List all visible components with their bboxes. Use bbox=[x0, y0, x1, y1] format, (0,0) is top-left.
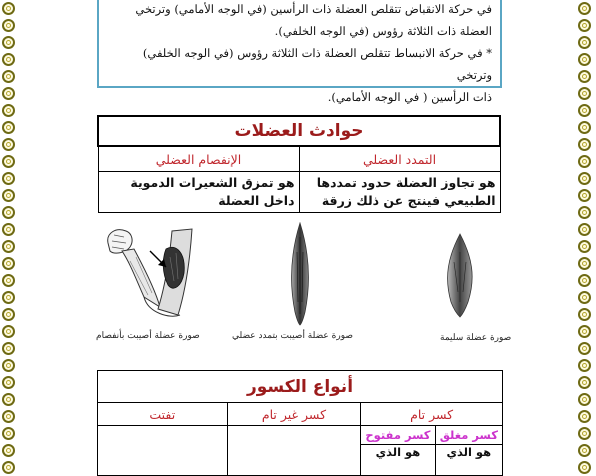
ring-ornament bbox=[2, 461, 15, 474]
closed-fracture-text: هو الذي bbox=[435, 445, 502, 476]
ring-ornament bbox=[2, 2, 15, 15]
header-crumble: تفتت bbox=[98, 403, 228, 426]
ring-ornament bbox=[578, 172, 591, 185]
ring-ornament bbox=[578, 376, 591, 389]
ring-ornament bbox=[2, 308, 15, 321]
info-line-3: * في حركة الانبساط تتقلص العضلة ذات الثلاثة رؤوس (في الوجه الخلفي) وترتخي bbox=[142, 46, 492, 82]
ring-ornament bbox=[578, 223, 591, 236]
ring-ornament bbox=[2, 19, 15, 32]
info-box bbox=[97, 0, 502, 104]
ring-ornament bbox=[578, 427, 591, 440]
ring-ornament bbox=[2, 36, 15, 49]
ring-ornament bbox=[2, 444, 15, 457]
open-fracture-text: هو الذي bbox=[361, 445, 435, 476]
ring-ornament bbox=[578, 104, 591, 117]
ring-ornament bbox=[2, 53, 15, 66]
ring-ornament bbox=[2, 393, 15, 406]
torn-muscle-arm-image bbox=[100, 223, 212, 323]
ring-ornament bbox=[2, 104, 15, 117]
ring-ornament bbox=[578, 461, 591, 474]
tear-definition: هو تمزق الشعيرات الدموية داخل العضلة bbox=[98, 172, 299, 213]
sub-closed-fracture: كسر مغلق bbox=[435, 426, 502, 445]
ring-ornament bbox=[2, 240, 15, 253]
header-complete-fracture: كسر تام bbox=[361, 403, 503, 426]
ring-ornament bbox=[578, 342, 591, 355]
info-line-4: ذات الرأسين ( في الوجه الأمامي). bbox=[327, 90, 492, 104]
ring-ornament bbox=[578, 291, 591, 304]
ring-ornament bbox=[578, 206, 591, 219]
ring-ornament bbox=[2, 291, 15, 304]
muscle-accidents-table bbox=[97, 115, 501, 213]
fractures-table-title: أنواع الكسور bbox=[98, 371, 503, 403]
info-line-1: في حركة الانقباض تتقلص العضلة ذات الرأسين (في الوجه الأمامي) وترتخي bbox=[135, 2, 492, 16]
ring-ornament bbox=[578, 70, 591, 83]
ring-ornament bbox=[578, 444, 591, 457]
torn-muscle-caption: صورة عضلة أصيبت بأنفصام bbox=[96, 331, 200, 341]
header-tear: الإنفصام العضلي bbox=[98, 146, 299, 172]
ring-ornament bbox=[578, 189, 591, 202]
ring-ornament bbox=[2, 325, 15, 338]
header-incomplete-fracture: كسر غير تام bbox=[227, 403, 361, 426]
healthy-muscle-caption: صورة عضلة سليمة bbox=[440, 333, 512, 343]
ring-ornament bbox=[578, 359, 591, 372]
ring-ornament bbox=[578, 410, 591, 423]
ring-ornament bbox=[2, 274, 15, 287]
ring-ornament bbox=[2, 70, 15, 83]
fracture-types-table bbox=[97, 370, 503, 476]
ring-ornament bbox=[2, 427, 15, 440]
ring-ornament bbox=[578, 308, 591, 321]
left-ring-border bbox=[0, 0, 20, 470]
ring-ornament bbox=[2, 87, 15, 100]
ring-ornament bbox=[578, 2, 591, 15]
sub-open-fracture: كسر مفتوح bbox=[361, 426, 435, 445]
stretch-definition: هو تجاوز العضلة حدود تمددها الطبيعي فينتج عن ذلك زرقة bbox=[299, 172, 500, 213]
ring-ornament bbox=[578, 19, 591, 32]
ring-ornament bbox=[2, 376, 15, 389]
stretched-muscle-image bbox=[285, 222, 315, 326]
healthy-muscle-image bbox=[438, 232, 482, 318]
ring-ornament bbox=[2, 257, 15, 270]
ring-ornament bbox=[2, 206, 15, 219]
ring-ornament bbox=[2, 189, 15, 202]
ring-ornament bbox=[2, 223, 15, 236]
accidents-table-title: حوادث العضلات bbox=[98, 116, 500, 146]
header-stretch: التمدد العضلي bbox=[299, 146, 500, 172]
stretched-muscle-caption: صورة عضلة أصيبت بتمدد عضلي bbox=[232, 331, 353, 341]
ring-ornament bbox=[578, 274, 591, 287]
ring-ornament bbox=[2, 155, 15, 168]
ring-ornament bbox=[578, 257, 591, 270]
ring-ornament bbox=[578, 138, 591, 151]
crumble-cell bbox=[98, 426, 228, 476]
ring-ornament bbox=[578, 155, 591, 168]
ring-ornament bbox=[578, 53, 591, 66]
ring-ornament bbox=[578, 36, 591, 49]
ring-ornament bbox=[578, 87, 591, 100]
right-ring-border bbox=[576, 0, 596, 470]
info-line-2: العضلة ذات الثلاثة رؤوس (في الوجه الخلفي). bbox=[274, 24, 492, 38]
ring-ornament bbox=[2, 359, 15, 372]
ring-ornament bbox=[2, 410, 15, 423]
ring-ornament bbox=[578, 121, 591, 134]
incomplete-fracture-cell bbox=[227, 426, 361, 476]
ring-ornament bbox=[578, 393, 591, 406]
ring-ornament bbox=[2, 138, 15, 151]
ring-ornament bbox=[2, 121, 15, 134]
ring-ornament bbox=[2, 342, 15, 355]
ring-ornament bbox=[578, 325, 591, 338]
ring-ornament bbox=[578, 240, 591, 253]
ring-ornament bbox=[2, 172, 15, 185]
